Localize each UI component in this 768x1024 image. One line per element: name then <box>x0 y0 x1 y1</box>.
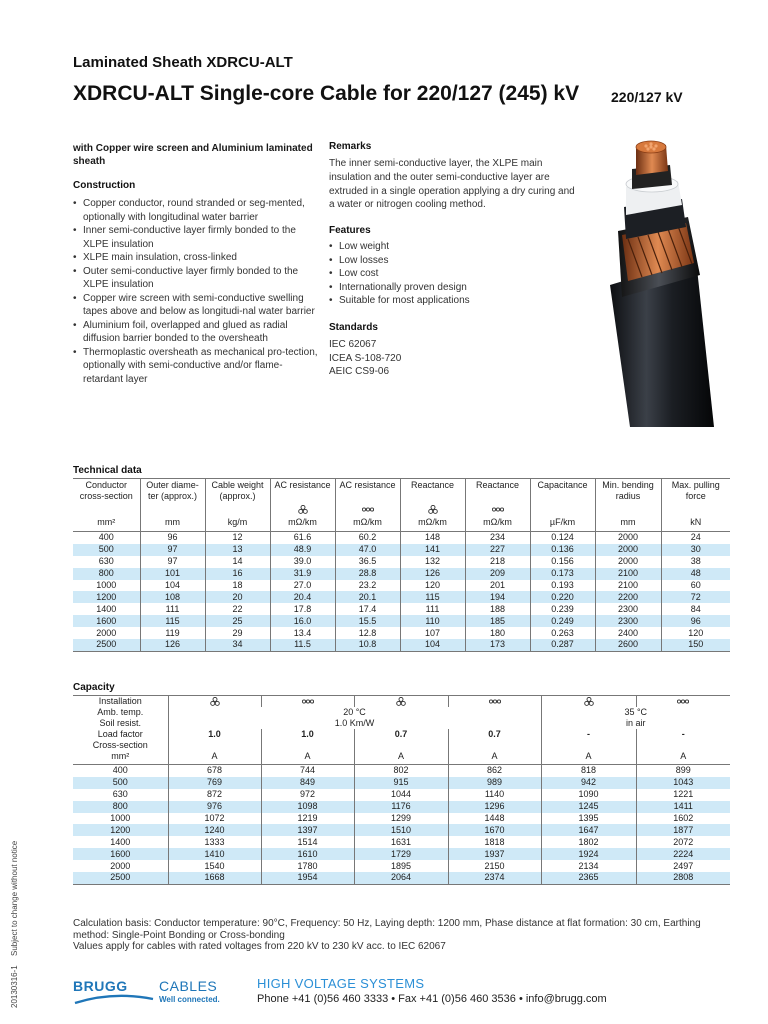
table-cell: 1219 <box>261 813 354 825</box>
table-cell: 14 <box>205 556 270 568</box>
load-factor-value: 0.7 <box>448 729 541 740</box>
column-header: Outer diame-ter (approx.) <box>140 479 205 504</box>
table-cell: 2150 <box>448 860 541 872</box>
table-row <box>73 639 730 651</box>
table-cell: 110 <box>400 615 465 627</box>
unit-label: mm² <box>73 751 168 765</box>
table-cell: 1411 <box>636 801 730 813</box>
table-row <box>73 568 730 580</box>
standard-item: IEC 62067 <box>329 339 377 350</box>
table-cell: 899 <box>675 765 691 776</box>
table-cell: 120 <box>400 580 465 592</box>
table-cell: 60.2 <box>335 532 400 544</box>
standards-list <box>329 338 401 379</box>
table-cell: 0.220 <box>530 591 595 603</box>
table-cell: 0.249 <box>530 615 595 627</box>
table-cell: 0.156 <box>530 556 595 568</box>
unit-label: mΩ/km <box>335 516 400 532</box>
table-cell: 2497 <box>673 860 694 871</box>
features-heading: Features <box>329 225 371 236</box>
table-cell: 141 <box>400 544 465 556</box>
list-item: • Thermoplastic oversheath as mechanical pro-tection, optionally with semi-conductive and/or flame-retardant layer <box>73 346 318 387</box>
unit-label: mΩ/km <box>400 516 465 532</box>
table-cell: 1540 <box>168 860 261 872</box>
table-cell: 2808 <box>636 872 730 884</box>
table-cell: 148 <box>400 532 465 544</box>
table-cell: 180 <box>465 627 530 639</box>
unit-label: µF/km <box>530 516 595 532</box>
table-cell: 31.9 <box>270 568 335 580</box>
table-cell: 115 <box>140 615 205 627</box>
ambient-temp-buried: 20 °C <box>168 707 541 718</box>
table-cell: 2072 <box>673 836 694 847</box>
unit-label: A <box>354 751 448 765</box>
list-item: • XLPE main insulation, cross-linked <box>73 251 318 265</box>
table-cell: 28.8 <box>335 568 400 580</box>
table-cell: 173 <box>465 639 530 651</box>
table-cell: 1395 <box>541 813 636 825</box>
table-cell: 1090 <box>541 789 636 801</box>
table-cell: 1140 <box>448 789 541 801</box>
table-cell: 97 <box>140 556 205 568</box>
table-cell: 47.0 <box>335 544 400 556</box>
table-cell: 1802 <box>541 836 636 848</box>
table-cell: 800 <box>73 801 168 813</box>
table-cell: 1299 <box>354 813 448 825</box>
row-label: Amb. temp. <box>73 707 168 718</box>
table-cell: 111 <box>400 603 465 615</box>
brugg-cables-logo <box>73 978 233 1008</box>
unit-label: kN <box>661 516 730 532</box>
table-row <box>73 860 730 872</box>
table-cell: 1240 <box>168 824 261 836</box>
table-cell: 976 <box>168 801 261 813</box>
column-header <box>270 479 335 504</box>
table-cell: 36.5 <box>335 556 400 568</box>
table-cell: 0.287 <box>530 639 595 651</box>
table-cell: 0.193 <box>530 580 595 592</box>
technical-data-table <box>73 478 730 652</box>
logo-brugg-text: BRUGG <box>73 978 128 994</box>
column-header-label: AC resistance <box>339 480 396 490</box>
table-row <box>73 580 730 592</box>
table-cell: 2500 <box>73 639 140 651</box>
table-cell: 30 <box>661 544 730 556</box>
technical-data-rows <box>73 532 730 652</box>
list-item: • Inner semi-conductive layer firmly bonded to the XLPE insulation <box>73 224 318 251</box>
table-cell: 2374 <box>448 872 541 884</box>
table-cell: 61.6 <box>270 532 335 544</box>
table-cell: 0.124 <box>530 532 595 544</box>
table-cell: 744 <box>261 765 354 777</box>
table-cell: 2000 <box>595 544 661 556</box>
table-cell: 10.8 <box>335 639 400 651</box>
list-item: • Suitable for most applications <box>329 294 579 308</box>
table-cell: 1000 <box>73 813 168 825</box>
column-header-label: AC resistance <box>274 480 331 490</box>
flat-formation-icon <box>677 697 689 706</box>
table-cell: 13.4 <box>270 627 335 639</box>
table-cell: 209 <box>465 568 530 580</box>
table-cell: 1072 <box>168 813 261 825</box>
division-title: HIGH VOLTAGE SYSTEMS <box>257 976 425 991</box>
list-item: • Copper conductor, round stranded or seg-mented, optionally with longitudinal water barrier <box>73 197 318 224</box>
logo-swoosh-icon <box>73 993 155 1007</box>
side-doc-code <box>6 960 26 1010</box>
table-cell: 39.0 <box>270 556 335 568</box>
unit-label: A <box>168 751 261 765</box>
table-cell: 2000 <box>595 556 661 568</box>
table-cell: 218 <box>465 556 530 568</box>
table-cell: 126 <box>140 639 205 651</box>
table-cell: 1631 <box>354 836 448 848</box>
table-cell: 25 <box>205 615 270 627</box>
calculation-basis-text: Calculation basis: Conductor temperature: 90°C, Frequency: 50 Hz, Laying depth: 1200 mm, Phase distance at flat formation: 30 cm, Earthing method: Single-Point Bonding or Cross-bonding <box>73 918 701 941</box>
table-cell: 849 <box>261 777 354 789</box>
table-cell: 1098 <box>261 801 354 813</box>
table-cell: 0.173 <box>530 568 595 580</box>
table-cell: 17.8 <box>270 603 335 615</box>
list-item: • Outer semi-conductive layer firmly bonded to the XLPE insulation <box>73 265 318 292</box>
table-cell: 20.1 <box>335 591 400 603</box>
flat-formation-icon <box>362 505 374 514</box>
table-cell: 34 <box>205 639 270 651</box>
table-cell: 48.9 <box>270 544 335 556</box>
table-cell: 769 <box>168 777 261 789</box>
table-row <box>73 824 730 836</box>
table-cell: 16 <box>205 568 270 580</box>
table-cell: 120 <box>688 627 704 638</box>
table-cell: 818 <box>541 765 636 777</box>
trefoil-formation-icon <box>209 697 221 706</box>
table-cell: 101 <box>140 568 205 580</box>
capacity-table <box>73 695 730 885</box>
table-cell: 1602 <box>673 813 694 823</box>
column-header-label: Reactance <box>475 480 520 490</box>
table-cell: 1670 <box>448 824 541 836</box>
remarks-text: The inner semi-conductive layer, the XLPE main insulation and the outer semi-conductive layer are extruded in a single operation applying a dry curing and a water or nitrogen cooling method. <box>329 158 575 211</box>
unit-label: mΩ/km <box>270 516 335 532</box>
table-cell: 107 <box>400 627 465 639</box>
side-notice <box>6 800 26 960</box>
table-cell: 972 <box>261 789 354 801</box>
table-cell: 84 <box>690 603 701 614</box>
table-cell: 942 <box>541 777 636 789</box>
column-header: Min. bending radius <box>595 479 661 504</box>
column-header: Cable weight (approx.) <box>205 479 270 504</box>
table-cell: 1296 <box>448 801 541 813</box>
table-cell: 500 <box>73 544 140 556</box>
table-row <box>73 591 730 603</box>
table-cell: 2365 <box>541 872 636 884</box>
subtitle: with Copper wire screen and Aluminium laminated sheath <box>73 143 313 167</box>
table-cell: 16.0 <box>270 615 335 627</box>
table-row <box>73 836 730 848</box>
flat-formation-icon <box>492 505 504 514</box>
table-cell: 1176 <box>354 801 448 813</box>
table-row <box>73 789 730 801</box>
table-cell: 27.0 <box>270 580 335 592</box>
table-cell: 194 <box>465 591 530 603</box>
table-cell: 2600 <box>595 639 661 651</box>
table-cell: 1610 <box>261 848 354 860</box>
voltage-rating: 220/127 kV <box>611 89 683 105</box>
table-cell: 108 <box>140 591 205 603</box>
table-row <box>73 556 730 568</box>
page-title: XDRCU-ALT Single-core Cable for 220/127 (245) kV <box>73 82 580 105</box>
table-cell: 13 <box>205 544 270 556</box>
table-cell: 2000 <box>595 532 661 544</box>
table-cell: 111 <box>140 603 205 615</box>
contact-info: Phone +41 (0)56 460 3333 • Fax +41 (0)56 460 3536 • info@brugg.com <box>257 993 607 1005</box>
features-list <box>329 240 579 308</box>
flat-formation-icon <box>302 697 314 706</box>
standard-item: AEIC CS9-06 <box>329 366 390 377</box>
table-cell: 38 <box>690 556 701 567</box>
table-cell: 201 <box>465 580 530 592</box>
list-item: • Low losses <box>329 254 579 268</box>
unit-label: mm² <box>73 516 140 532</box>
table-cell: 400 <box>73 532 140 544</box>
table-cell: 20 <box>205 591 270 603</box>
table-cell: 1937 <box>448 848 541 860</box>
table-row <box>73 801 730 813</box>
list-item: • Copper wire screen with semi-conductive swelling tapes above and below as longitudi-nal water barrier <box>73 292 318 319</box>
standard-item: ICEA S-108-720 <box>329 352 402 364</box>
list-item: • Low cost <box>329 267 579 281</box>
table-row <box>73 813 730 825</box>
table-row <box>73 615 730 627</box>
table-cell: 17.4 <box>335 603 400 615</box>
calculation-notes <box>73 918 733 953</box>
table-cell: 104 <box>400 639 465 651</box>
row-label: Load factor <box>73 729 168 740</box>
installation-in-air: in air <box>625 718 646 728</box>
unit-label: A <box>541 751 636 765</box>
table-cell: 126 <box>400 568 465 580</box>
table-cell: 15.5 <box>335 615 400 627</box>
remarks-heading: Remarks <box>329 141 372 152</box>
table-cell: 115 <box>400 591 465 603</box>
construction-heading: Construction <box>73 180 136 191</box>
table-cell: 104 <box>140 580 205 592</box>
table-cell: 2000 <box>73 627 140 639</box>
row-label: Soil resist. <box>73 718 168 729</box>
column-header: Capacitance <box>530 479 595 504</box>
row-label: Cross-section <box>73 740 168 751</box>
table-row <box>73 765 730 777</box>
table-cell: 400 <box>73 765 168 777</box>
table-cell: 1818 <box>448 836 541 848</box>
table-cell: 1221 <box>673 789 694 800</box>
table-cell: 2300 <box>595 603 661 615</box>
standards-heading: Standards <box>329 322 378 333</box>
unit-label: A <box>636 751 730 765</box>
table-cell: 1200 <box>73 591 140 603</box>
capacity-heading: Capacity <box>73 682 115 693</box>
table-cell: 20.4 <box>270 591 335 603</box>
capacity-rows <box>73 765 730 885</box>
table-cell: 72 <box>661 591 730 603</box>
table-cell: 2200 <box>595 591 661 603</box>
ambient-temp-air: 35 °C <box>624 707 648 717</box>
table-cell: 1600 <box>73 615 140 627</box>
logo-cables-text: CABLES <box>159 978 218 994</box>
list-item: • Aluminium foil, overlapped and glued as radial diffusion barrier bonded to the oversheath <box>73 319 318 346</box>
load-factor-value: 1.0 <box>261 729 354 740</box>
table-cell: 2064 <box>354 872 448 884</box>
table-cell: 1668 <box>168 872 261 884</box>
table-cell: 915 <box>354 777 448 789</box>
table-cell: 1044 <box>354 789 448 801</box>
table-cell: 0.263 <box>530 627 595 639</box>
trefoil-formation-icon <box>583 697 595 706</box>
table-cell: 1780 <box>261 860 354 872</box>
table-cell: 48 <box>661 568 730 580</box>
trefoil-formation-icon <box>427 505 439 514</box>
table-cell: 188 <box>465 603 530 615</box>
table-cell: 1410 <box>168 848 261 860</box>
table-cell: 18 <box>205 580 270 592</box>
table-row <box>73 544 730 556</box>
table-cell: 500 <box>73 777 168 789</box>
unit-label: A <box>448 751 541 765</box>
trefoil-formation-icon <box>297 505 309 514</box>
table-cell: 802 <box>354 765 448 777</box>
list-item: • Internationally proven design <box>329 281 579 295</box>
unit-label: mΩ/km <box>465 516 530 532</box>
list-item: • Low weight <box>329 240 579 254</box>
table-cell: 2100 <box>595 568 661 580</box>
table-cell: 1400 <box>73 603 140 615</box>
voltage-applicability-text: Values apply for cables with rated voltages from 220 kV to 230 kV acc. to IEC 62067 <box>73 941 446 952</box>
table-cell: 1600 <box>73 848 168 860</box>
table-cell: 234 <box>465 532 530 544</box>
table-cell: 1895 <box>354 860 448 872</box>
table-cell: 96 <box>661 615 730 627</box>
load-factor-value: 1.0 <box>168 729 261 740</box>
column-header <box>400 479 465 504</box>
table-cell: 1245 <box>541 801 636 813</box>
table-cell: 862 <box>448 765 541 777</box>
table-row <box>73 777 730 789</box>
table-cell: 60 <box>690 580 701 590</box>
column-header <box>335 479 400 504</box>
table-cell: 227 <box>465 544 530 556</box>
table-cell: 2224 <box>636 848 730 860</box>
technical-data-heading: Technical data <box>73 465 142 476</box>
change-notice-text: Subject to change without notice <box>10 840 19 956</box>
table-cell: 11.5 <box>270 639 335 651</box>
table-cell: 97 <box>140 544 205 556</box>
table-cell: 1647 <box>541 824 636 836</box>
cable-cross-section-image <box>588 135 728 427</box>
column-header: Conductor cross-section <box>73 479 140 504</box>
trefoil-formation-icon <box>395 697 407 706</box>
table-cell: 1510 <box>354 824 448 836</box>
table-cell: 800 <box>73 568 140 580</box>
table-cell: 2500 <box>73 872 168 884</box>
row-label: Installation <box>73 696 168 708</box>
table-cell: 989 <box>448 777 541 789</box>
table-cell: 0.136 <box>530 544 595 556</box>
table-cell: 872 <box>168 789 261 801</box>
table-cell: 23.2 <box>335 580 400 592</box>
soil-resistivity: 1.0 Km/W <box>168 718 541 729</box>
flat-formation-icon <box>489 697 501 706</box>
table-cell: 2100 <box>595 580 661 592</box>
table-cell: 1000 <box>73 580 140 592</box>
table-cell: 2134 <box>541 860 636 872</box>
table-row <box>73 603 730 615</box>
table-row <box>73 532 730 544</box>
column-header-label: Reactance <box>410 480 455 490</box>
table-cell: 1514 <box>261 836 354 848</box>
table-cell: 22 <box>205 603 270 615</box>
table-cell: 150 <box>661 639 730 651</box>
table-cell: 2000 <box>73 860 168 872</box>
table-cell: 24 <box>690 532 701 543</box>
table-cell: 119 <box>140 627 205 639</box>
table-cell: 1397 <box>261 824 354 836</box>
table-cell: 630 <box>73 789 168 801</box>
column-header <box>465 479 530 504</box>
table-cell: 1877 <box>636 824 730 836</box>
table-cell: 1729 <box>354 848 448 860</box>
unit-label: mm <box>140 516 205 532</box>
table-cell: 630 <box>73 556 140 568</box>
table-row <box>73 848 730 860</box>
table-row <box>73 872 730 884</box>
column-header: Max. pulling force <box>671 480 720 501</box>
table-cell: 678 <box>168 765 261 777</box>
logo-tagline: Well connected. <box>159 995 220 1004</box>
table-cell: 185 <box>465 615 530 627</box>
table-cell: 0.239 <box>530 603 595 615</box>
construction-list <box>73 197 318 386</box>
table-cell: 96 <box>140 532 205 544</box>
unit-label: A <box>261 751 354 765</box>
table-cell: 2300 <box>595 615 661 627</box>
unit-label: mm <box>595 516 661 532</box>
table-cell: 1954 <box>261 872 354 884</box>
unit-label: kg/m <box>205 516 270 532</box>
table-cell: 1043 <box>636 777 730 789</box>
table-row <box>73 627 730 639</box>
series-title: Laminated Sheath XDRCU-ALT <box>73 54 293 71</box>
table-cell: 1448 <box>448 813 541 825</box>
table-cell: 1924 <box>541 848 636 860</box>
load-factor-value: 0.7 <box>354 729 448 740</box>
table-cell: 132 <box>400 556 465 568</box>
load-factor-value: - <box>681 729 685 739</box>
load-factor-value: - <box>541 729 636 740</box>
document-code-text: 20130316-1 <box>10 965 19 1008</box>
table-cell: 1400 <box>73 836 168 848</box>
table-cell: 29 <box>205 627 270 639</box>
table-cell: 1200 <box>73 824 168 836</box>
table-cell: 2400 <box>595 627 661 639</box>
table-cell: 12 <box>205 532 270 544</box>
table-cell: 1333 <box>168 836 261 848</box>
table-cell: 12.8 <box>335 627 400 639</box>
